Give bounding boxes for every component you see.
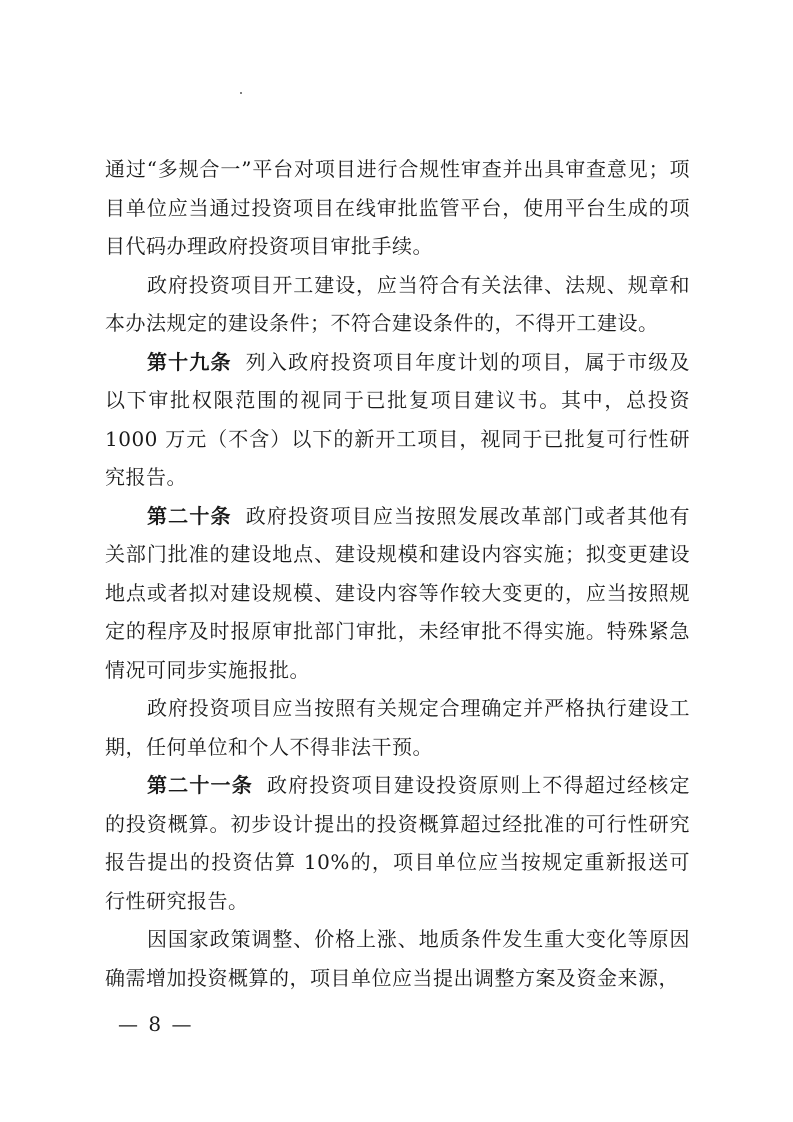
paragraph-text: 政府投资项目应当按照发展改革部门或者其他有关部门批准的建设地点、建设规模和建设内容实施；拟变更建设地点或者拟对建设规模、建设内容等作较大变更的，应当按照规定的程序及时报原审批部门审批，未经审批不得实施。特殊紧急情况可同步实施报批。 (105, 503, 690, 682)
document-body (105, 150, 690, 997)
article-20 (105, 497, 690, 690)
paragraph-text: 列入政府投资项目年度计划的项目，属于市级及以下审批权限范围的视同于已批复项目建议书。其中，总投资1000 万元（不含）以下的新开工项目，视同于已批复可行性研究报告。 (105, 349, 690, 489)
paragraph-2 (105, 266, 690, 343)
paragraph-7 (105, 920, 690, 997)
paragraph-1 (105, 150, 690, 266)
paragraph-text: 因国家政策调整、价格上涨、地质条件发生重大变化等原因确需增加投资概算的，项目单位应当提出调整方案及资金来源， (105, 927, 690, 990)
article-21 (105, 766, 690, 920)
article-number: 第二十一条 (147, 773, 253, 797)
paragraph-text: 政府投资项目开工建设，应当符合有关法律、法规、规章和本办法规定的建设条件；不符合建设条件的，不得开工建设。 (105, 272, 690, 335)
article-number: 第二十条 (147, 503, 232, 528)
paragraph-5 (105, 689, 690, 766)
paragraph-text: 通过“多规合一”平台对项目进行合规性审查并出具审查意见；项目单位应当通过投资项目在线审批监管平台，使用平台生成的项目代码办理政府投资项目审批手续。 (105, 157, 690, 258)
article-19 (105, 343, 690, 497)
page-number: — 8 — (118, 1012, 194, 1036)
paragraph-text: 政府投资项目应当按照有关规定合理确定并严格执行建设工期，任何单位和个人不得非法干预。 (105, 696, 690, 759)
scan-speck (240, 92, 242, 94)
article-number: 第十九条 (147, 349, 232, 374)
paragraph-text: 政府投资项目建设投资原则上不得超过经核定的投资概算。初步设计提出的投资概算超过经批准的可行性研究报告提出的投资估算 10%的，项目单位应当按规定重新报送可行性研究报告。 (105, 773, 690, 913)
